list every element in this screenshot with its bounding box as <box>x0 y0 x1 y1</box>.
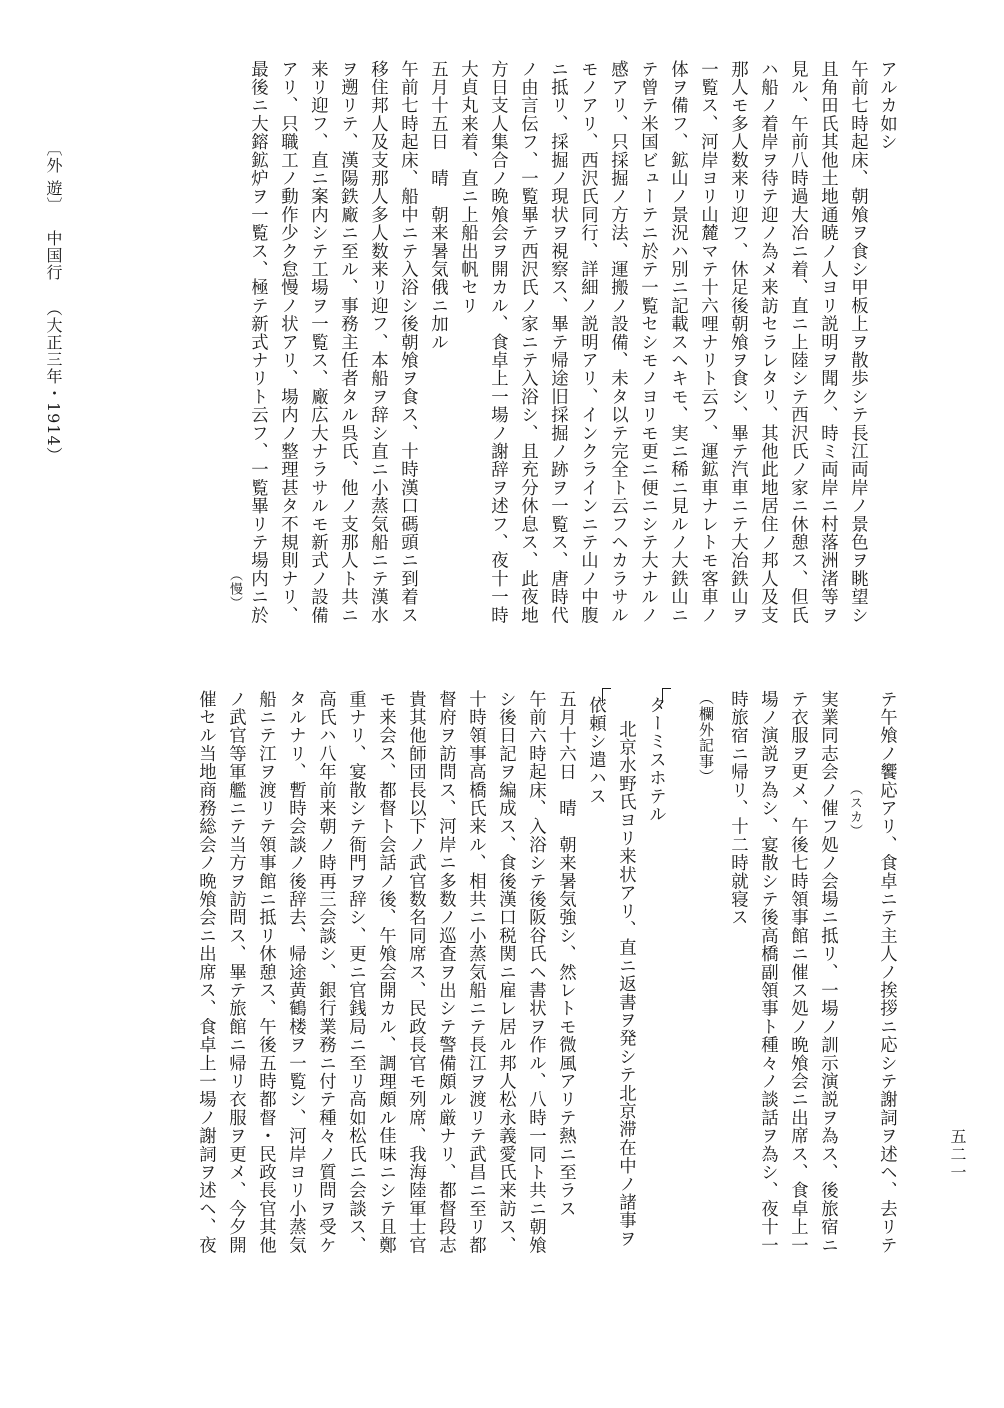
text-column: 午前七時起床、船中ニテ入浴シ後朝飧ヲ食ス、十時漢口碼頭ニ到着ス <box>397 60 418 625</box>
text-column: タルナリ、暫時会談ノ後辞去、帰途黄鶴楼ヲ一覧シ、河岸ヨリ小蒸気 <box>285 690 306 1255</box>
text-column: ノ由言伝フ、一覧畢テ西沢氏ノ家ニテ入浴シ、且充分休息ス、此夜地 <box>517 60 538 625</box>
text-column: シ後日記ヲ編成ス、食後漢口税関ニ雇レ居ル邦人松永義愛氏来訪ス、 <box>495 690 516 1255</box>
text-column: 体ヲ備フ、鉱山ノ景況ハ別ニ記載スヘキモ、実ニ稀ニ見ルノ大鉄山ニ <box>667 60 688 625</box>
text-column: 依頼シ遣ハス <box>585 696 606 806</box>
text-column: テ衣服ヲ更メ、午後七時領事館ニ催ス処ノ晩飧会ニ出席ス、食卓上一 <box>787 690 808 1255</box>
text-column: ノ武官等軍艦ニテ当方ヲ訪問ス、畢テ旅館ニ帰リ衣服ヲ更メ、今夕開 <box>225 690 246 1255</box>
text-column: モノアリ、西沢氏同行、詳細ノ説明アリ、インクラインニテ山ノ中腹 <box>577 60 598 625</box>
page-number: 五二一 <box>948 1128 967 1182</box>
text-column: 催セル当地商務総会ノ晩飧会ニ出席ス、食卓上一場ノ謝詞ヲ述ヘ、夜 <box>195 690 216 1255</box>
text-column: 一覧ス、河岸ヨリ山麓マテ十六哩ナリト云フ、運鉱車ナレトモ客車ノ <box>697 60 718 625</box>
text-column: 見ル、午前八時過大冶ニ着、直ニ上陸シテ西沢氏ノ家ニ休憩ス、但氏 <box>787 60 808 625</box>
text-column: テ曾テ米国ビューテニ於テ一覧セシモノヨリモ更ニ便ニシテ大ナルノ <box>637 60 658 625</box>
text-column: 督府ヲ訪問ス、河岸ニ多数ノ巡査ヲ出シテ警備頗ル厳ナリ、都督段志 <box>435 690 456 1255</box>
text-column: 午前七時起床、朝飧ヲ食シ甲板上ヲ散歩シテ長江両岸ノ景色ヲ眺望シ <box>847 60 868 625</box>
text-column: アルカ如シ <box>876 60 897 151</box>
text-column: 方日支人集合ノ晩飧会ヲ開カル、食卓上一場ノ謝辞ヲ述フ、夜十一時 <box>487 60 508 625</box>
text-column: 最後ニ大鎔鉱炉ヲ一覧ス、極テ新式ナリト云フ、一覧畢リテ場内ニ於 <box>247 60 268 625</box>
running-header-era: （大正三年・1914） <box>44 300 63 464</box>
text-column: アリ、只職工ノ動作少ク怠慢ノ状アリ、場内ノ整理甚タ不規則ナリ、 <box>277 60 298 625</box>
text-column: 貴其他師団長以下ノ武官数名同席ス、民政長官モ列席、我海陸軍士官 <box>405 690 426 1255</box>
text-column: 重ナリ、宴散シテ衙門ヲ辞シ、更ニ官銭局ニ至リ高如松氏ニ会談ス、 <box>345 690 366 1255</box>
text-column: 高氏ハ八年前来朝ノ時再三会談シ、銀行業務ニ付テ種々ノ質問ヲ受ケ <box>315 690 336 1255</box>
text-column: ハ船ノ着岸ヲ待テ迎ノ為メ来訪セラレタリ、其他此地居住ノ邦人及支 <box>757 60 778 625</box>
text-column: 来リ迎フ、直ニ案内シテ工場ヲ一覧ス、廠広大ナラサルモ新式ノ設備 <box>307 60 328 625</box>
text-column: 時旅宿ニ帰リ、十二時就寝ス <box>727 690 748 927</box>
text-column: 且角田氏其他土地通暁ノ人ヨリ説明ヲ聞ク、時ミ両岸ニ村落洲渚等ヲ <box>817 60 838 625</box>
running-header-series: 〔外 遊〕 <box>44 140 63 215</box>
text-column: 実業同志会ノ催フ処ノ会場ニ抵リ、一場ノ訓示演説ヲ為ス、後旅宿ニ <box>817 690 838 1255</box>
text-column: 船ニテ江ヲ渡リテ領事館ニ抵リ休憩ス、午後五時都督・民政長官其他 <box>255 690 276 1255</box>
text-column: ニ抵リ、採掘ノ現状ヲ視察ス、畢テ帰途旧採掘ノ跡ヲ一覧ス、唐時代 <box>547 60 568 625</box>
text-column: 十時領事高橋氏来ル、相共ニ小蒸気船ニテ長江ヲ渡リテ武昌ニ至リ都 <box>465 690 486 1255</box>
text-column: 那人モ多人数来リ迎フ、休足後朝飧ヲ食シ、畢テ汽車ニテ大冶鉄山ヲ <box>727 60 748 625</box>
text-column: 感アリ、只採掘ノ方法、運搬ノ設備、未タ以テ完全ト云フヘカラサル <box>607 60 628 625</box>
text-column: モ来会ス、都督ト会話ノ後、午飧会開カル、調理頗ル佳味ニシテ且鄭 <box>375 690 396 1255</box>
text-column: 場ノ演説ヲ為シ、宴散シテ後高橋副領事ト種々ノ談話ヲ為シ、夜十一 <box>757 690 778 1255</box>
running-header-chapter: 中国行 <box>44 230 63 281</box>
text-column: テ午飧ノ饗応アリ、食卓ニテ主人ノ挨拶ニ応シテ謝詞ヲ述ヘ、去リテ <box>876 690 897 1255</box>
date-heading: 五月十五日 晴 朝来暑気俄ニ加ル <box>427 60 448 352</box>
text-column: 北京水野氏ヨリ来状アリ、直ニ返書ヲ発シテ北京滞在中ノ諸事ヲ <box>615 720 636 1248</box>
text-column: 移住邦人及支那人多人数来リ迎フ、本船ヲ辞シ直ニ小蒸気船ニテ漢水 <box>367 60 388 625</box>
correction-annotation: （慢） <box>227 568 242 610</box>
text-column: ヲ遡リテ、漢陽鉄廠ニ至ル、事務主任者タル呉氏、他ノ支那人ト共ニ <box>337 60 358 625</box>
text-column: 大貞丸来着、直ニ上船出帆セリ <box>457 60 478 315</box>
date-heading: 五月十六日 晴 朝来暑気強シ、然レトモ微風アリテ熱ニ至ラス <box>555 690 576 1218</box>
marginal-note-label: （欄外記事） <box>697 690 715 785</box>
text-column: 午前六時起床、入浴シテ後阪谷氏ヘ書状ヲ作ル、八時一同ト共ニ朝飧 <box>525 690 546 1255</box>
hotel-heading: ターミスホテル <box>645 696 666 824</box>
sic-annotation: （スカ） <box>847 782 862 838</box>
